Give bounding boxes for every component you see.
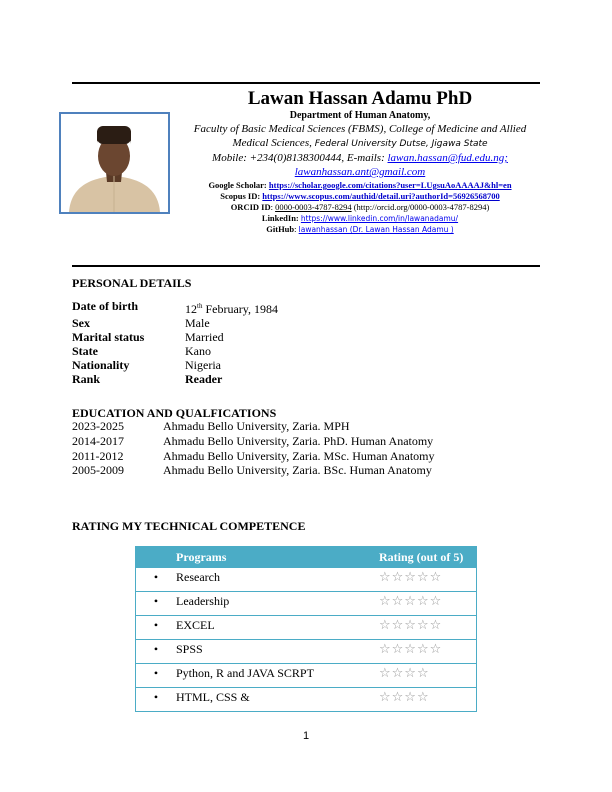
github-line: GitHub: lawanhassan (Dr. Lawan Hassan Adamu ) <box>266 224 454 234</box>
program-cell: • SPSS <box>136 640 380 664</box>
star-rating: ☆☆☆☆☆ <box>379 568 477 592</box>
address-line-2-rest: Federal University Dutse, Jigawa State <box>311 139 488 149</box>
linkedin-label: LinkedIn: <box>261 213 301 223</box>
table-row <box>136 592 477 616</box>
scopus-label: Scopus ID: <box>220 191 263 201</box>
program-cell: • Leadership <box>136 592 380 616</box>
detail-row <box>72 344 278 358</box>
address-line-2-italic: Medical Sciences, <box>232 137 312 149</box>
linkedin-link[interactable]: https://www.linkedin.com/in/lawanadamu/ <box>300 214 459 223</box>
address-line-1: Faculty of Basic Medical Sciences (FBMS), College of Medicine and Allied <box>193 123 527 135</box>
detail-label: Sex <box>72 316 90 330</box>
portrait-image <box>61 114 168 212</box>
education-detail: Ahmadu Bello University, Zaria. PhD. Human Anatomy <box>163 434 434 448</box>
google-scholar-line <box>170 180 550 191</box>
personal-details <box>72 299 278 386</box>
education-years: 2023-2025 <box>72 419 124 433</box>
bullet-icon: • <box>153 642 159 656</box>
detail-label: Marital status <box>72 330 145 344</box>
star-rating: ☆☆☆☆☆ <box>379 640 477 664</box>
star-rating: ☆☆☆☆☆ <box>379 616 477 640</box>
rating-header: Rating (out of 5) <box>379 547 477 568</box>
education-years: 2011-2012 <box>72 449 124 463</box>
bullet-icon: • <box>153 618 159 632</box>
education-detail: Ahmadu Bello University, Zaria. BSc. Human Anatomy <box>163 463 432 477</box>
github-label: GitHub <box>266 224 295 234</box>
table-row <box>136 616 477 640</box>
orcid-label: ORCID ID <box>230 202 271 212</box>
personal-details-heading: PERSONAL DETAILS <box>72 276 192 290</box>
education-list <box>72 419 435 478</box>
detail-label: Rank <box>72 372 101 386</box>
education-row <box>72 419 435 434</box>
detail-row <box>72 330 278 344</box>
rating-table <box>135 546 477 712</box>
program-cell: • EXCEL <box>136 616 380 640</box>
orcid-line: ORCID ID: 0000-0003-4787-8294 (http://orcid.org/0000-0003-4787-8294) <box>230 202 490 212</box>
table-row <box>136 640 477 664</box>
page-number: 1 <box>302 730 310 742</box>
education-row <box>72 449 435 464</box>
orcid-id[interactable]: 0000-0003-4787-8294 <box>275 202 352 212</box>
detail-value: Reader <box>185 372 223 386</box>
education-row <box>72 463 435 478</box>
scopus-line <box>170 191 550 202</box>
detail-row <box>72 316 278 330</box>
table-row <box>136 688 477 712</box>
header-bottom-rule <box>72 265 540 267</box>
detail-row <box>72 372 278 386</box>
mobile-text: Mobile: +234(0)8138300444, E-mails: <box>212 152 388 164</box>
bullet-icon: • <box>153 594 159 608</box>
table-row <box>136 568 477 592</box>
detail-value: Kano <box>185 344 211 358</box>
detail-row <box>72 358 278 372</box>
detail-label: State <box>72 344 98 358</box>
star-rating: ☆☆☆☆ <box>379 664 477 688</box>
linkedin-line <box>170 213 550 224</box>
program-cell: • HTML, CSS & <box>136 688 380 712</box>
star-rating: ☆☆☆☆ <box>379 688 477 712</box>
detail-value: Married <box>185 330 224 344</box>
program-cell: • Python, R and JAVA SCRPT <box>136 664 380 688</box>
orcid-url: (http://orcid.org/0000-0003-4787-8294) <box>351 202 490 212</box>
bullet-icon: • <box>153 570 159 584</box>
email-link-2[interactable]: lawanhassan.ant@gmail.com <box>294 166 426 178</box>
education-heading: EDUCATION AND QUALFICATIONS <box>72 406 277 420</box>
detail-label: Date of birth <box>72 299 138 313</box>
top-rule <box>72 82 540 84</box>
contact-line <box>170 151 550 165</box>
address-line-2 <box>170 136 550 151</box>
programs-header: Programs <box>136 547 380 568</box>
table-row <box>136 664 477 688</box>
rating-table-header <box>136 547 477 568</box>
rating-heading: RATING MY TECHNICAL COMPETENCE <box>72 519 306 533</box>
profile-photo <box>59 112 170 214</box>
detail-label: Nationality <box>72 358 130 372</box>
google-scholar-link[interactable]: https://scholar.google.com/citations?user=LUgsuAoAAAAJ&hl=en <box>268 180 512 190</box>
education-detail: Ahmadu Bello University, Zaria. MPH <box>163 419 350 433</box>
detail-value: Nigeria <box>185 358 221 372</box>
program-cell: • Research <box>136 568 380 592</box>
github-link[interactable]: lawanhassan (Dr. Lawan Hassan Adamu ) <box>298 225 454 234</box>
education-years: 2014-2017 <box>72 434 124 448</box>
detail-value: Male <box>185 316 210 330</box>
page-title: Lawan Hassan Adamu PhD <box>247 88 473 109</box>
education-detail: Ahmadu Bello University, Zaria. MSc. Human Anatomy <box>163 449 435 463</box>
detail-value: 12th February, 1984 <box>185 302 278 316</box>
education-years: 2005-2009 <box>72 463 124 477</box>
bullet-icon: • <box>153 690 159 704</box>
detail-row <box>72 299 278 316</box>
bullet-icon: • <box>153 666 159 680</box>
address-block <box>170 122 550 179</box>
email-link-1[interactable]: lawan.hassan@fud.edu.ng; <box>387 152 508 164</box>
google-scholar-label: Google Scholar: <box>208 180 269 190</box>
education-row <box>72 434 435 449</box>
scopus-link[interactable]: https://www.scopus.com/authid/detail.uri?authorId=56926568700 <box>262 191 500 201</box>
department: Department of Human Anatomy, <box>289 110 431 121</box>
star-rating: ☆☆☆☆☆ <box>379 592 477 616</box>
profile-links <box>170 180 550 235</box>
